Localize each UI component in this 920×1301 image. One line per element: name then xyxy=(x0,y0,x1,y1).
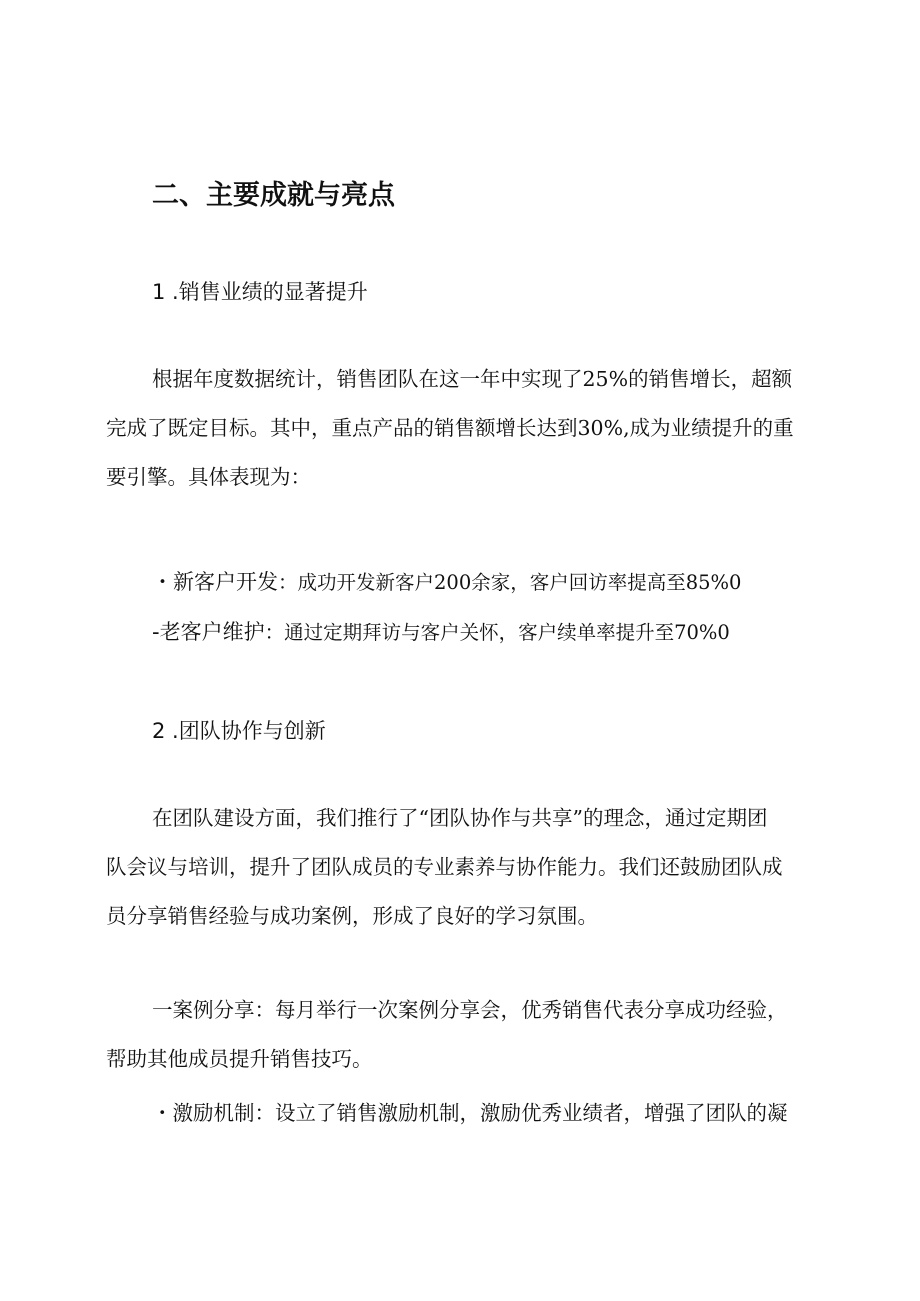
paragraph-line: 帮助其他成员提升销售技巧。 xyxy=(106,1047,373,1071)
subsection-2-heading: 2 .团队协作与创新 xyxy=(152,719,326,743)
paragraph-line: 队会议与培训，提升了团队成员的专业素养与协作能力。我们还鼓励团队成 xyxy=(106,855,783,879)
bullet-lead: ・新客户开发 xyxy=(152,570,278,594)
paragraph-line: 完成了既定目标。其中，重点产品的销售额增长达到30%,成为业绩提升的重 xyxy=(106,416,794,440)
bullet-incentive-mechanism: ・激励机制：设立了销售激励机制，激励优秀业绩者，增强了团队的凝 xyxy=(152,1101,788,1125)
bullet-new-customers xyxy=(152,566,741,596)
paragraph-line: 根据年度数据统计，销售团队在这一年中实现了25%的销售增长，超额 xyxy=(152,367,793,391)
bullet-lead: -老客户维护 xyxy=(152,620,265,644)
paragraph-line: 在团队建设方面，我们推行了“团队协作与共享”的理念，通过定期团 xyxy=(152,806,768,830)
bullet-text: ：通过定期拜访与客户关怀，客户续单率提升至70%0 xyxy=(264,621,730,644)
section-heading: 二、主要成就与亮点 xyxy=(152,180,395,211)
bullet-text: ：成功开发新客户200余家，客户回访率提高至85%0 xyxy=(278,571,742,594)
paragraph-line: 一案例分享：每月举行一次案例分享会，优秀销售代表分享成功经验， xyxy=(152,998,788,1022)
bullet-existing-customers xyxy=(152,616,730,646)
paragraph-line: 要引擎。具体表现为： xyxy=(106,465,311,489)
subsection-1-heading: 1 .销售业绩的显著提升 xyxy=(152,280,368,304)
paragraph-line: 员分享销售经验与成功案例，形成了良好的学习氛围。 xyxy=(106,904,598,928)
